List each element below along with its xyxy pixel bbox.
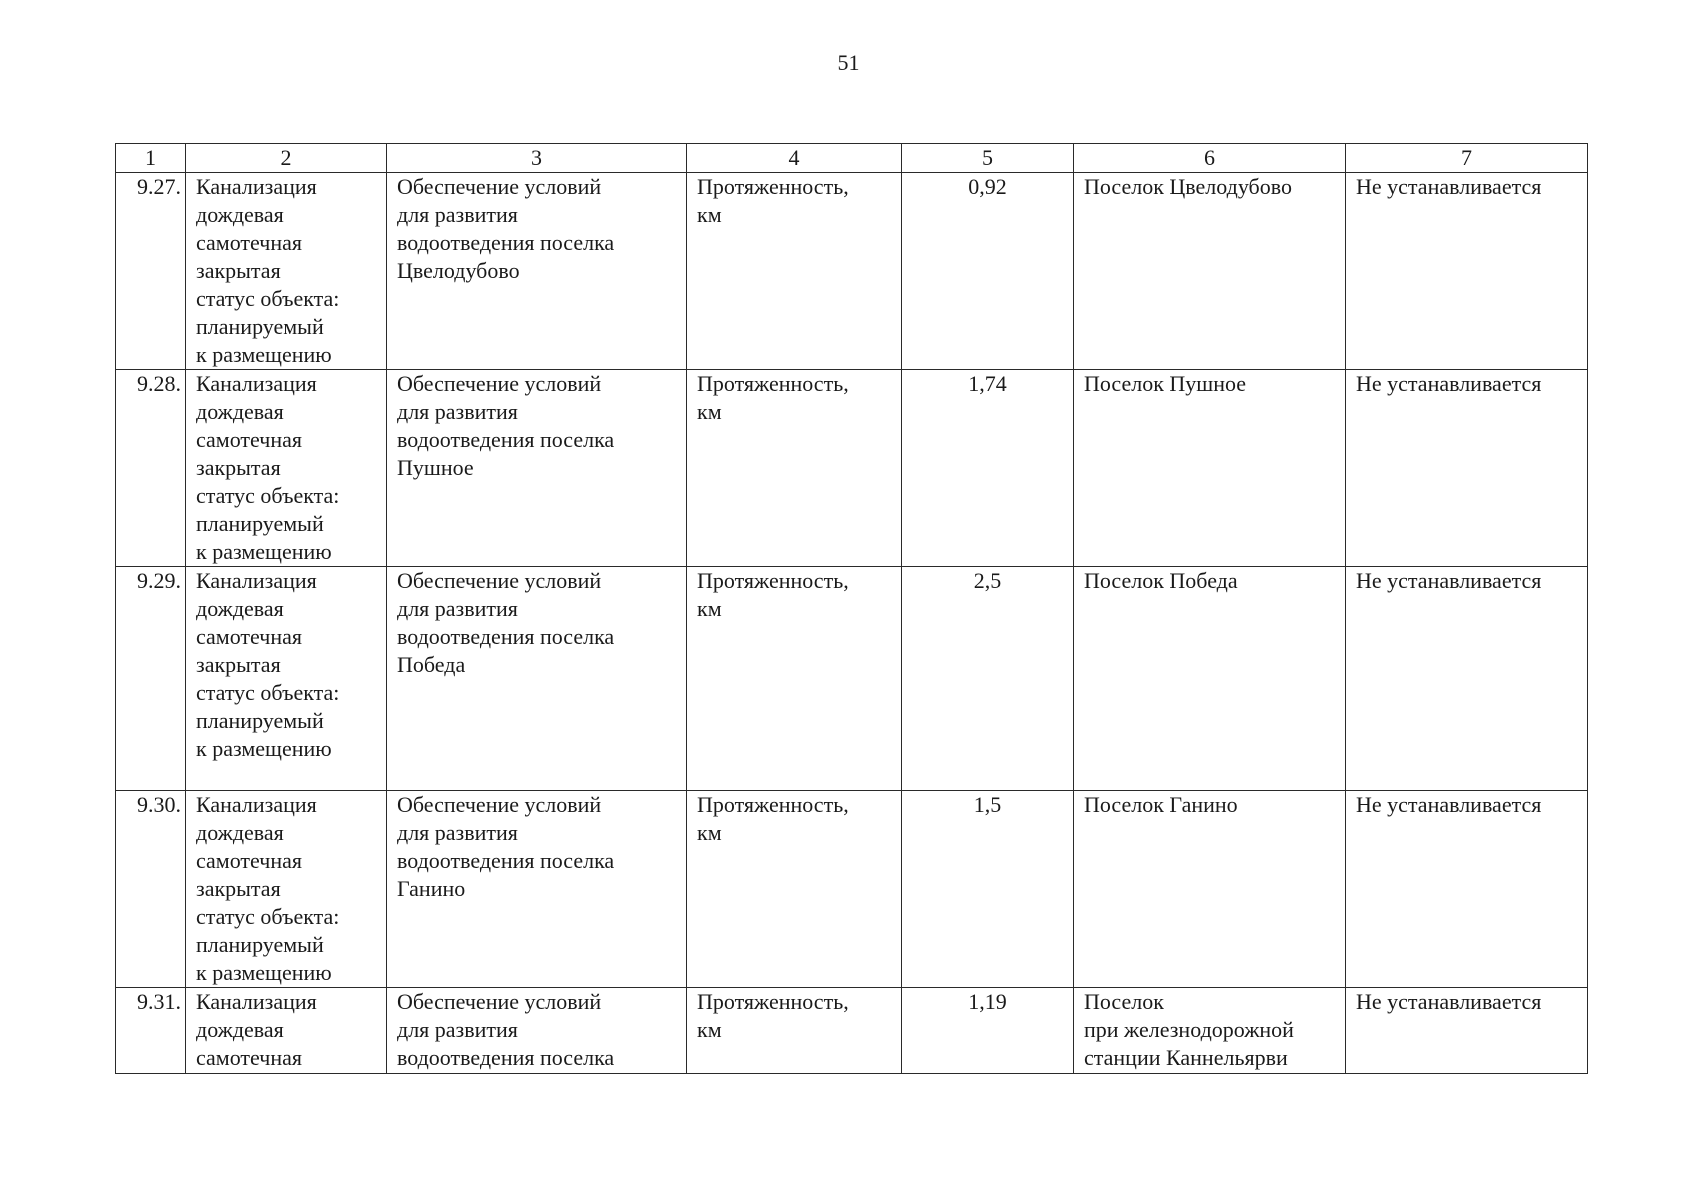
purpose-cell: Обеспечение условий для развития водоотведения поселка Пушное (387, 370, 687, 567)
object-name-cell: Канализация дождевая самотечная (186, 988, 387, 1074)
row-number: 9.29. (116, 567, 186, 791)
location-cell: Поселок Пушное (1074, 370, 1346, 567)
object-name-cell: Канализация дождевая самотечная закрытая статус объекта: планируемый к размещению (186, 173, 387, 370)
table-row (116, 791, 1588, 988)
purpose-cell: Обеспечение условий для развития водоотведения поселка (387, 988, 687, 1074)
column-header-4: 4 (687, 144, 902, 173)
zone-cell: Не устанавливается (1346, 988, 1588, 1074)
characteristic-cell: Протяженность, км (687, 988, 902, 1074)
row-number: 9.31. (116, 988, 186, 1074)
column-header-7: 7 (1346, 144, 1588, 173)
object-name-cell: Канализация дождевая самотечная закрытая статус объекта: планируемый к размещению (186, 791, 387, 988)
zone-cell: Не устанавливается (1346, 173, 1588, 370)
column-header-2: 2 (186, 144, 387, 173)
value-cell: 0,92 (902, 173, 1074, 370)
location-cell: Поселок Ганино (1074, 791, 1346, 988)
purpose-cell: Обеспечение условий для развития водоотведения поселка Цвелодубово (387, 173, 687, 370)
object-name-cell: Канализация дождевая самотечная закрытая статус объекта: планируемый к размещению (186, 370, 387, 567)
characteristic-cell: Протяженность, км (687, 370, 902, 567)
column-header-3: 3 (387, 144, 687, 173)
column-header-5: 5 (902, 144, 1074, 173)
page-number: 51 (837, 50, 860, 75)
purpose-cell: Обеспечение условий для развития водоотведения поселка Ганино (387, 791, 687, 988)
row-number: 9.27. (116, 173, 186, 370)
header-row (116, 144, 1588, 173)
object-name-cell: Канализация дождевая самотечная закрытая статус объекта: планируемый к размещению (186, 567, 387, 791)
table-row (116, 567, 1588, 791)
table-row (116, 988, 1588, 1074)
characteristic-cell: Протяженность, км (687, 173, 902, 370)
location-cell: Поселок Победа (1074, 567, 1346, 791)
value-cell: 1,19 (902, 988, 1074, 1074)
value-cell: 2,5 (902, 567, 1074, 791)
purpose-cell: Обеспечение условий для развития водоотведения поселка Победа (387, 567, 687, 791)
row-number: 9.30. (116, 791, 186, 988)
zone-cell: Не устанавливается (1346, 370, 1588, 567)
table-row (116, 370, 1588, 567)
table-row (116, 173, 1588, 370)
zone-cell: Не устанавливается (1346, 567, 1588, 791)
location-cell: Поселок Цвелодубово (1074, 173, 1346, 370)
zone-cell: Не устанавливается (1346, 791, 1588, 988)
characteristic-cell: Протяженность, км (687, 791, 902, 988)
column-header-1: 1 (116, 144, 186, 173)
value-cell: 1,74 (902, 370, 1074, 567)
row-number: 9.28. (116, 370, 186, 567)
column-header-6: 6 (1074, 144, 1346, 173)
value-cell: 1,5 (902, 791, 1074, 988)
characteristic-cell: Протяженность, км (687, 567, 902, 791)
planned-objects-table (115, 143, 1588, 1074)
location-cell: Поселок при железнодорожной станции Каннельярви (1074, 988, 1346, 1074)
